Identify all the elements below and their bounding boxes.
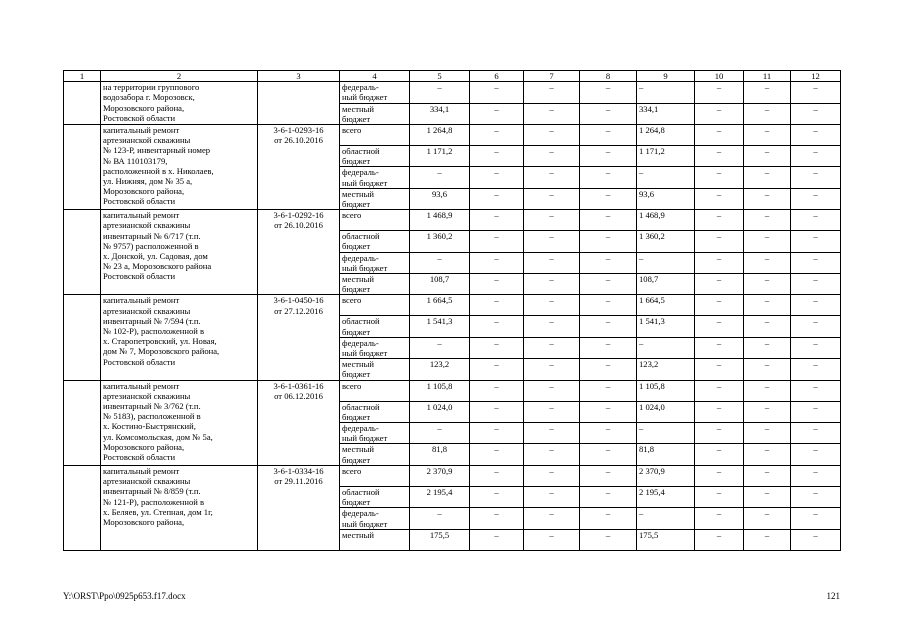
funding-source-cell: федераль- ный бюджет bbox=[340, 252, 410, 273]
amount-cell: – bbox=[744, 486, 791, 507]
header-cell: 6 bbox=[470, 71, 524, 82]
funding-source-cell: федераль- ный бюджет bbox=[340, 423, 410, 444]
amount-cell: – bbox=[470, 167, 524, 188]
amount-cell: – bbox=[470, 274, 524, 295]
amount-cell: – bbox=[695, 508, 744, 529]
amount-cell: – bbox=[695, 529, 744, 550]
amount-cell: 1 664,5 bbox=[637, 295, 695, 316]
row-number-cell bbox=[64, 295, 101, 380]
amount-cell: – bbox=[580, 486, 637, 507]
amount-cell: – bbox=[791, 188, 841, 209]
amount-cell: – bbox=[580, 401, 637, 422]
amount-cell: – bbox=[695, 316, 744, 337]
amount-cell: – bbox=[695, 337, 744, 358]
funding-source-cell: всего bbox=[340, 210, 410, 231]
amount-cell: – bbox=[744, 465, 791, 486]
amount-cell: – bbox=[410, 252, 470, 273]
amount-cell: – bbox=[580, 423, 637, 444]
amount-cell: – bbox=[524, 125, 580, 146]
amount-cell: – bbox=[637, 508, 695, 529]
amount-cell: – bbox=[791, 444, 841, 465]
amount-cell: – bbox=[580, 465, 637, 486]
amount-cell: – bbox=[791, 146, 841, 167]
amount-cell: – bbox=[524, 146, 580, 167]
header-cell: 10 bbox=[695, 71, 744, 82]
amount-cell: – bbox=[470, 231, 524, 252]
amount-cell: – bbox=[410, 337, 470, 358]
amount-cell: – bbox=[580, 167, 637, 188]
amount-cell: – bbox=[744, 316, 791, 337]
amount-cell: 2 370,9 bbox=[410, 465, 470, 486]
amount-cell: 1 541,3 bbox=[410, 316, 470, 337]
amount-cell: – bbox=[637, 252, 695, 273]
amount-cell: – bbox=[791, 125, 841, 146]
amount-cell: 334,1 bbox=[410, 103, 470, 124]
funding-source-cell: всего bbox=[340, 295, 410, 316]
row-number-cell bbox=[64, 465, 101, 550]
amount-cell: – bbox=[744, 82, 791, 103]
amount-cell: – bbox=[580, 508, 637, 529]
amount-cell: – bbox=[470, 380, 524, 401]
footer-page-number: 121 bbox=[826, 591, 840, 601]
amount-cell: – bbox=[744, 380, 791, 401]
amount-cell: – bbox=[524, 103, 580, 124]
amount-cell: 93,6 bbox=[637, 188, 695, 209]
amount-cell: – bbox=[580, 210, 637, 231]
amount-cell: – bbox=[580, 146, 637, 167]
funding-source-cell: всего bbox=[340, 380, 410, 401]
amount-cell: – bbox=[744, 274, 791, 295]
table-row bbox=[64, 295, 841, 316]
amount-cell: – bbox=[524, 295, 580, 316]
amount-cell: – bbox=[637, 82, 695, 103]
amount-cell: – bbox=[580, 337, 637, 358]
amount-cell: – bbox=[580, 231, 637, 252]
amount-cell: – bbox=[744, 103, 791, 124]
amount-cell: – bbox=[695, 401, 744, 422]
amount-cell: – bbox=[470, 125, 524, 146]
amount-cell: – bbox=[524, 167, 580, 188]
header-cell: 8 bbox=[580, 71, 637, 82]
amount-cell: – bbox=[524, 252, 580, 273]
expertise-doc-cell: 3-6-1-0334-16 от 29.11.2016 bbox=[258, 465, 340, 550]
amount-cell: – bbox=[791, 316, 841, 337]
amount-cell: 1 024,0 bbox=[410, 401, 470, 422]
amount-cell: – bbox=[744, 210, 791, 231]
amount-cell: – bbox=[637, 337, 695, 358]
header-cell: 5 bbox=[410, 71, 470, 82]
funding-source-cell: всего bbox=[340, 465, 410, 486]
amount-cell: – bbox=[524, 188, 580, 209]
amount-cell: – bbox=[744, 167, 791, 188]
object-description-cell: на территории группового водозабора г. Морозовск, Морозовского района, Ростовской области bbox=[101, 82, 258, 125]
amount-cell: – bbox=[744, 444, 791, 465]
amount-cell: 2 195,4 bbox=[637, 486, 695, 507]
amount-cell: 1 541,3 bbox=[637, 316, 695, 337]
amount-cell: – bbox=[695, 167, 744, 188]
amount-cell: 1 105,8 bbox=[637, 380, 695, 401]
header-cell: 11 bbox=[744, 71, 791, 82]
amount-cell: – bbox=[791, 231, 841, 252]
amount-cell: – bbox=[470, 316, 524, 337]
amount-cell: – bbox=[470, 146, 524, 167]
amount-cell: – bbox=[524, 380, 580, 401]
funding-source-cell: местный бюджет bbox=[340, 444, 410, 465]
amount-cell: 1 468,9 bbox=[410, 210, 470, 231]
amount-cell: 1 105,8 bbox=[410, 380, 470, 401]
table-row bbox=[64, 380, 841, 401]
amount-cell: – bbox=[744, 125, 791, 146]
amount-cell: 93,6 bbox=[410, 188, 470, 209]
amount-cell: – bbox=[791, 210, 841, 231]
amount-cell: 334,1 bbox=[637, 103, 695, 124]
expertise-doc-cell bbox=[258, 82, 340, 125]
amount-cell: – bbox=[580, 359, 637, 380]
funding-source-cell: областной бюджет bbox=[340, 146, 410, 167]
amount-cell: – bbox=[744, 188, 791, 209]
amount-cell: 1 468,9 bbox=[637, 210, 695, 231]
amount-cell: – bbox=[580, 444, 637, 465]
amount-cell: – bbox=[637, 423, 695, 444]
amount-cell: – bbox=[744, 359, 791, 380]
amount-cell: – bbox=[744, 337, 791, 358]
amount-cell: – bbox=[524, 359, 580, 380]
amount-cell: 1 264,8 bbox=[637, 125, 695, 146]
amount-cell: – bbox=[580, 188, 637, 209]
funding-source-cell: областной бюджет bbox=[340, 486, 410, 507]
funding-source-cell: областной бюджет bbox=[340, 316, 410, 337]
amount-cell: 108,7 bbox=[637, 274, 695, 295]
table-body bbox=[64, 71, 841, 551]
amount-cell: – bbox=[470, 188, 524, 209]
amount-cell: – bbox=[470, 444, 524, 465]
amount-cell: – bbox=[791, 508, 841, 529]
funding-source-cell: местный бюджет bbox=[340, 359, 410, 380]
amount-cell: – bbox=[470, 103, 524, 124]
amount-cell: – bbox=[470, 210, 524, 231]
amount-cell: – bbox=[695, 486, 744, 507]
amount-cell: – bbox=[524, 337, 580, 358]
amount-cell: – bbox=[470, 401, 524, 422]
expertise-doc-cell: 3-6-1-0293-16 от 26.10.2016 bbox=[258, 125, 340, 210]
amount-cell: – bbox=[524, 423, 580, 444]
amount-cell: – bbox=[580, 529, 637, 550]
table-row bbox=[64, 82, 841, 103]
amount-cell: – bbox=[470, 295, 524, 316]
row-number-cell bbox=[64, 210, 101, 295]
amount-cell: – bbox=[744, 423, 791, 444]
amount-cell: – bbox=[744, 146, 791, 167]
header-cell: 2 bbox=[101, 71, 258, 82]
amount-cell: – bbox=[524, 508, 580, 529]
object-description-cell: капитальный ремонт артезианской скважины инвентарный № 7/594 (т.п. № 102-Р), расположенной в х. Старопетровский, ул. Новая, дом № 7, Морозовского района, Ростовской области bbox=[101, 295, 258, 380]
header-cell: 7 bbox=[524, 71, 580, 82]
object-description-cell: капитальный ремонт артезианской скважины инвентарный № 3/762 (т.п. № 5183), расположенной в х. Костино-Быстрянский, ул. Комсомольская, дом № 5а, Морозовского района, Ростовской области bbox=[101, 380, 258, 465]
amount-cell: – bbox=[410, 82, 470, 103]
amount-cell: – bbox=[791, 465, 841, 486]
amount-cell: – bbox=[744, 231, 791, 252]
amount-cell: – bbox=[524, 82, 580, 103]
row-number-cell bbox=[64, 82, 101, 125]
funding-source-cell: федераль- ный бюджет bbox=[340, 82, 410, 103]
amount-cell: 1 264,8 bbox=[410, 125, 470, 146]
amount-cell: – bbox=[410, 423, 470, 444]
amount-cell: – bbox=[580, 274, 637, 295]
amount-cell: – bbox=[695, 274, 744, 295]
amount-cell: – bbox=[470, 82, 524, 103]
amount-cell: – bbox=[791, 401, 841, 422]
amount-cell: – bbox=[791, 82, 841, 103]
amount-cell: 1 171,2 bbox=[637, 146, 695, 167]
amount-cell: 81,8 bbox=[410, 444, 470, 465]
amount-cell: – bbox=[744, 508, 791, 529]
amount-cell: – bbox=[695, 423, 744, 444]
amount-cell: – bbox=[695, 188, 744, 209]
amount-cell: 123,2 bbox=[410, 359, 470, 380]
amount-cell: 2 370,9 bbox=[637, 465, 695, 486]
amount-cell: – bbox=[695, 146, 744, 167]
amount-cell: – bbox=[470, 529, 524, 550]
table-row bbox=[64, 210, 841, 231]
header-cell: 9 bbox=[637, 71, 695, 82]
amount-cell: – bbox=[580, 103, 637, 124]
funding-source-cell: местный бюджет bbox=[340, 274, 410, 295]
header-cell: 1 bbox=[64, 71, 101, 82]
amount-cell: – bbox=[791, 274, 841, 295]
amount-cell: – bbox=[744, 295, 791, 316]
amount-cell: – bbox=[580, 125, 637, 146]
amount-cell: – bbox=[410, 167, 470, 188]
amount-cell: – bbox=[524, 444, 580, 465]
amount-cell: 108,7 bbox=[410, 274, 470, 295]
amount-cell: – bbox=[791, 252, 841, 273]
amount-cell: – bbox=[524, 486, 580, 507]
amount-cell: – bbox=[580, 316, 637, 337]
expertise-doc-cell: 3-6-1-0292-16 от 26.10.2016 bbox=[258, 210, 340, 295]
amount-cell: – bbox=[791, 295, 841, 316]
amount-cell: – bbox=[580, 295, 637, 316]
amount-cell: – bbox=[524, 231, 580, 252]
amount-cell: – bbox=[637, 167, 695, 188]
amount-cell: – bbox=[580, 82, 637, 103]
amount-cell: – bbox=[695, 231, 744, 252]
amount-cell: – bbox=[695, 103, 744, 124]
table-row bbox=[64, 125, 841, 146]
amount-cell: 1 664,5 bbox=[410, 295, 470, 316]
footer-file-path: Y:\ORST\Ppo\0925p653.f17.docx bbox=[63, 591, 186, 601]
header-cell: 4 bbox=[340, 71, 410, 82]
amount-cell: – bbox=[470, 252, 524, 273]
amount-cell: – bbox=[695, 295, 744, 316]
header-row bbox=[64, 71, 841, 82]
amount-cell: 1 360,2 bbox=[410, 231, 470, 252]
amount-cell: 175,5 bbox=[637, 529, 695, 550]
amount-cell: – bbox=[470, 486, 524, 507]
amount-cell: – bbox=[410, 508, 470, 529]
amount-cell: – bbox=[470, 508, 524, 529]
expertise-doc-cell: 3-6-1-0361-16 от 06.12.2016 bbox=[258, 380, 340, 465]
amount-cell: – bbox=[524, 210, 580, 231]
funding-source-cell: областной бюджет bbox=[340, 401, 410, 422]
row-number-cell bbox=[64, 380, 101, 465]
amount-cell: 1 360,2 bbox=[637, 231, 695, 252]
amount-cell: – bbox=[580, 380, 637, 401]
header-cell: 3 bbox=[258, 71, 340, 82]
budget-table bbox=[63, 70, 841, 551]
amount-cell: – bbox=[470, 359, 524, 380]
amount-cell: – bbox=[470, 423, 524, 444]
funding-source-cell: федераль- ный бюджет bbox=[340, 167, 410, 188]
amount-cell: 1 024,0 bbox=[637, 401, 695, 422]
amount-cell: – bbox=[791, 359, 841, 380]
amount-cell: 2 195,4 bbox=[410, 486, 470, 507]
amount-cell: 81,8 bbox=[637, 444, 695, 465]
funding-source-cell: всего bbox=[340, 125, 410, 146]
amount-cell: – bbox=[524, 529, 580, 550]
header-cell: 12 bbox=[791, 71, 841, 82]
object-description-cell: капитальный ремонт артезианской скважины инвентарный № 8/859 (т.п. № 121-Р), расположенной в х. Беляев, ул. Степная, дом 1г, Морозовского района, bbox=[101, 465, 258, 550]
object-description-cell: капитальный ремонт артезианской скважины № 123-Р, инвентарный номер № ВА 110103179, расположенной в х. Николаев, ул. Нижняя, дом № 35 а, Морозовского района, Ростовской области bbox=[101, 125, 258, 210]
amount-cell: – bbox=[695, 444, 744, 465]
amount-cell: – bbox=[470, 337, 524, 358]
expertise-doc-cell: 3-6-1-0450-16 от 27.12.2016 bbox=[258, 295, 340, 380]
amount-cell: – bbox=[524, 316, 580, 337]
amount-cell: – bbox=[744, 529, 791, 550]
funding-source-cell: местный bbox=[340, 529, 410, 550]
amount-cell: – bbox=[695, 252, 744, 273]
amount-cell: – bbox=[695, 125, 744, 146]
amount-cell: – bbox=[791, 337, 841, 358]
funding-source-cell: местный бюджет bbox=[340, 188, 410, 209]
amount-cell: – bbox=[524, 465, 580, 486]
amount-cell: – bbox=[524, 401, 580, 422]
amount-cell: – bbox=[580, 252, 637, 273]
funding-source-cell: областной бюджет bbox=[340, 231, 410, 252]
object-description-cell: капитальный ремонт артезианской скважины инвентарный № 6/717 (т.п. № 9757) расположенной в х. Донской, ул. Садовая, дом № 23 а, Морозовского района Ростовской области bbox=[101, 210, 258, 295]
amount-cell: 123,2 bbox=[637, 359, 695, 380]
funding-source-cell: федераль- ный бюджет bbox=[340, 508, 410, 529]
funding-source-cell: местный бюджет bbox=[340, 103, 410, 124]
amount-cell: – bbox=[470, 465, 524, 486]
amount-cell: – bbox=[791, 380, 841, 401]
amount-cell: – bbox=[791, 103, 841, 124]
amount-cell: – bbox=[791, 529, 841, 550]
amount-cell: – bbox=[791, 486, 841, 507]
amount-cell: – bbox=[695, 359, 744, 380]
amount-cell: – bbox=[744, 252, 791, 273]
amount-cell: 1 171,2 bbox=[410, 146, 470, 167]
amount-cell: – bbox=[791, 423, 841, 444]
amount-cell: – bbox=[695, 380, 744, 401]
row-number-cell bbox=[64, 125, 101, 210]
amount-cell: – bbox=[744, 401, 791, 422]
amount-cell: – bbox=[791, 167, 841, 188]
amount-cell: – bbox=[524, 274, 580, 295]
funding-source-cell: федераль- ный бюджет bbox=[340, 337, 410, 358]
table-row bbox=[64, 465, 841, 486]
amount-cell: – bbox=[695, 210, 744, 231]
amount-cell: – bbox=[695, 82, 744, 103]
amount-cell: – bbox=[695, 465, 744, 486]
amount-cell: 175,5 bbox=[410, 529, 470, 550]
